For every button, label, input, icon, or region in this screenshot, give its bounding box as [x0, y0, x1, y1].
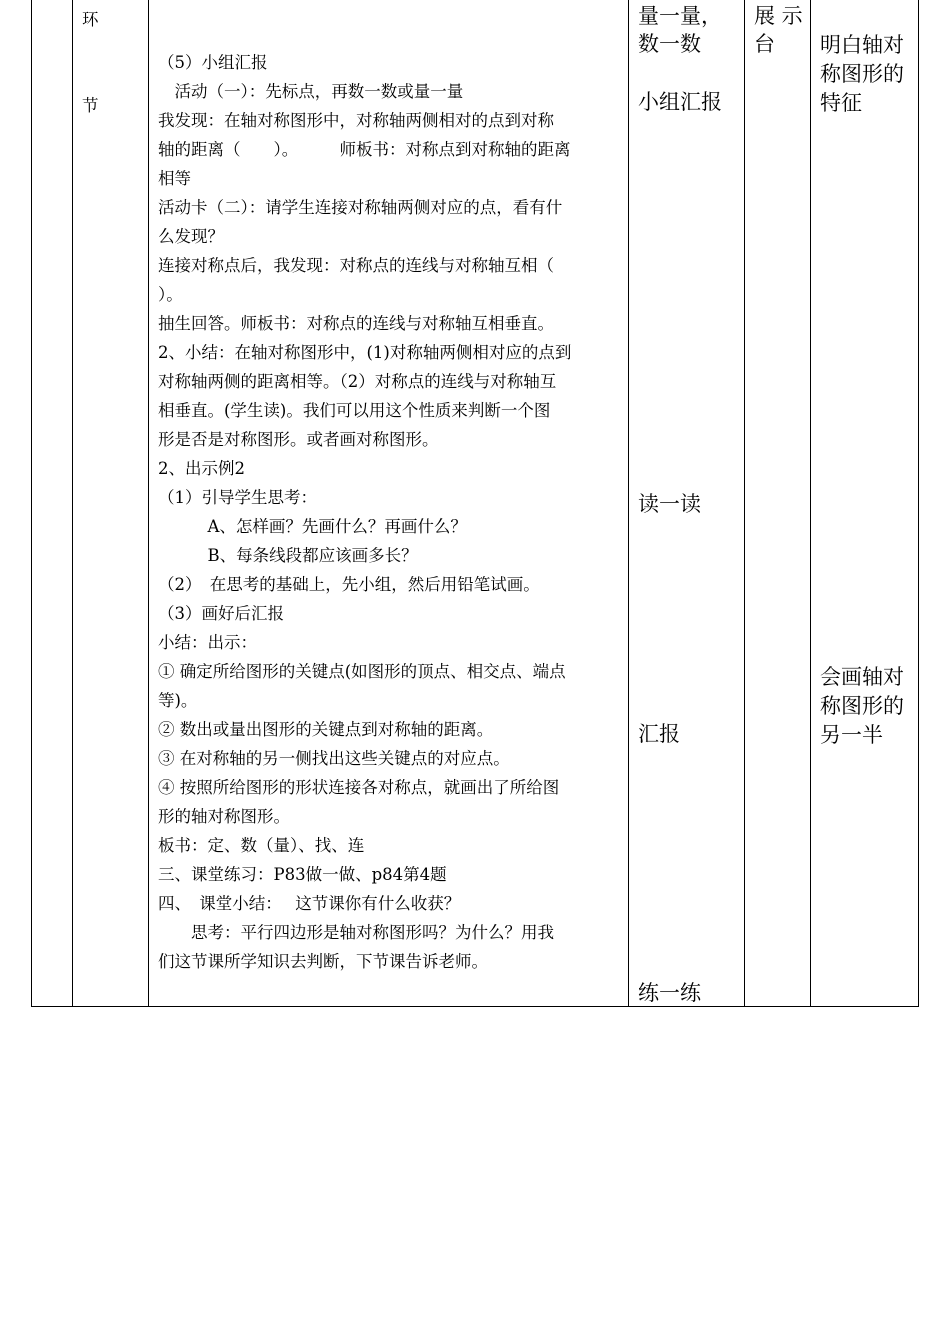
content-line: 么发现？ [158, 227, 224, 246]
activity-report: 汇报 [638, 722, 680, 746]
content-line: 我发现：在轴对称图形中，对称轴两侧相对的点到对称 [158, 111, 554, 130]
content-line: （3）画好后汇报 [158, 604, 284, 623]
content-line: 小结：出示： [158, 633, 257, 652]
teaching-process-text [158, 48, 623, 976]
content-line: 们这节课所学知识去判断，下节课告诉老师。 [158, 952, 488, 971]
table-divider-3 [628, 0, 629, 1007]
content-line: （2） 在思考的基础上，先小组，然后用铅笔试画。 [158, 575, 540, 594]
table-divider-4 [744, 0, 745, 1007]
content-line: 对称轴两侧的距离相等。（2）对称点的连线与对称轴互 [158, 372, 557, 391]
table-border-bottom [31, 1006, 919, 1007]
content-line: 形是否是对称图形。或者画对称图形。 [158, 430, 439, 449]
table-border-left [31, 0, 32, 1007]
content-line: 三、课堂练习：P83做一做、p84第4题 [158, 865, 447, 884]
content-line: 抽生回答。师板书：对称点的连线与对称轴互相垂直。 [158, 314, 554, 333]
content-line: B、每条线段都应该画多长？ [158, 546, 418, 565]
content-line: ④ 按照所给图形的形状连接各对称点，就画出了所给图 [158, 778, 560, 797]
stage-char-2: 节 [82, 96, 99, 115]
media-display-stand-1: 展 示 [754, 4, 803, 28]
content-line: （1）引导学生思考： [158, 488, 317, 507]
content-line: 2、出示例2 [158, 459, 245, 478]
content-line: （5）小组汇报 [158, 53, 268, 72]
content-line: 相等 [158, 169, 191, 188]
content-line: 形的轴对称图形。 [158, 807, 290, 826]
activity-group-report: 小组汇报 [638, 90, 722, 114]
content-line: 2、小结：在轴对称图形中，(1)对称轴两侧相对应的点到 [158, 343, 572, 362]
goal-1-line-3: 特征 [820, 91, 862, 115]
activity-measure: 量一量， [638, 4, 722, 28]
content-line: 活动卡（二）：请学生连接对称轴两侧对应的点，看有什 [158, 198, 563, 217]
content-line: 思考：平行四边形是轴对称图形吗？为什么？用我 [158, 923, 554, 942]
stage-char-1: 环 [82, 10, 99, 29]
activity-count: 数一数 [638, 32, 701, 56]
goal-2-line-3: 另一半 [820, 723, 883, 747]
table-divider-1 [72, 0, 73, 1007]
content-line: 轴的距离（ ）。 师板书：对称点到对称轴的距离 [158, 140, 571, 159]
content-line: 相垂直。(学生读)。我们可以用这个性质来判断一个图 [158, 401, 551, 420]
goal-2-line-1: 会画轴对 [820, 665, 904, 689]
table-divider-2 [148, 0, 149, 1007]
content-line: 活动（一）：先标点，再数一数或量一量 [158, 82, 464, 101]
table-border-right [918, 0, 919, 1007]
content-line: A、怎样画？先画什么？再画什么？ [158, 517, 467, 536]
content-line: 板书：定、数（量）、找、连 [158, 836, 365, 855]
content-line: 等)。 [158, 691, 198, 710]
media-display-stand-2: 台 [754, 32, 775, 56]
table-divider-5 [810, 0, 811, 1007]
content-line: ③ 在对称轴的另一侧找出这些关键点的对应点。 [158, 749, 510, 768]
activity-read: 读一读 [638, 492, 701, 516]
content-line: 连接对称点后，我发现：对称点的连线与对称轴互相（ [158, 256, 554, 275]
content-line: ① 确定所给图形的关键点(如图形的顶点、相交点、端点 [158, 662, 566, 681]
goal-1-line-1: 明白轴对 [820, 33, 904, 57]
content-line: 四、 课堂小结： 这节课你有什么收获？ [158, 894, 461, 913]
content-line: ② 数出或量出图形的关键点到对称轴的距离。 [158, 720, 494, 739]
content-line: ）。 [158, 285, 183, 304]
goal-2-line-2: 称图形的 [820, 694, 904, 718]
activity-practice: 练一练 [638, 981, 701, 1005]
goal-1-line-2: 称图形的 [820, 62, 904, 86]
